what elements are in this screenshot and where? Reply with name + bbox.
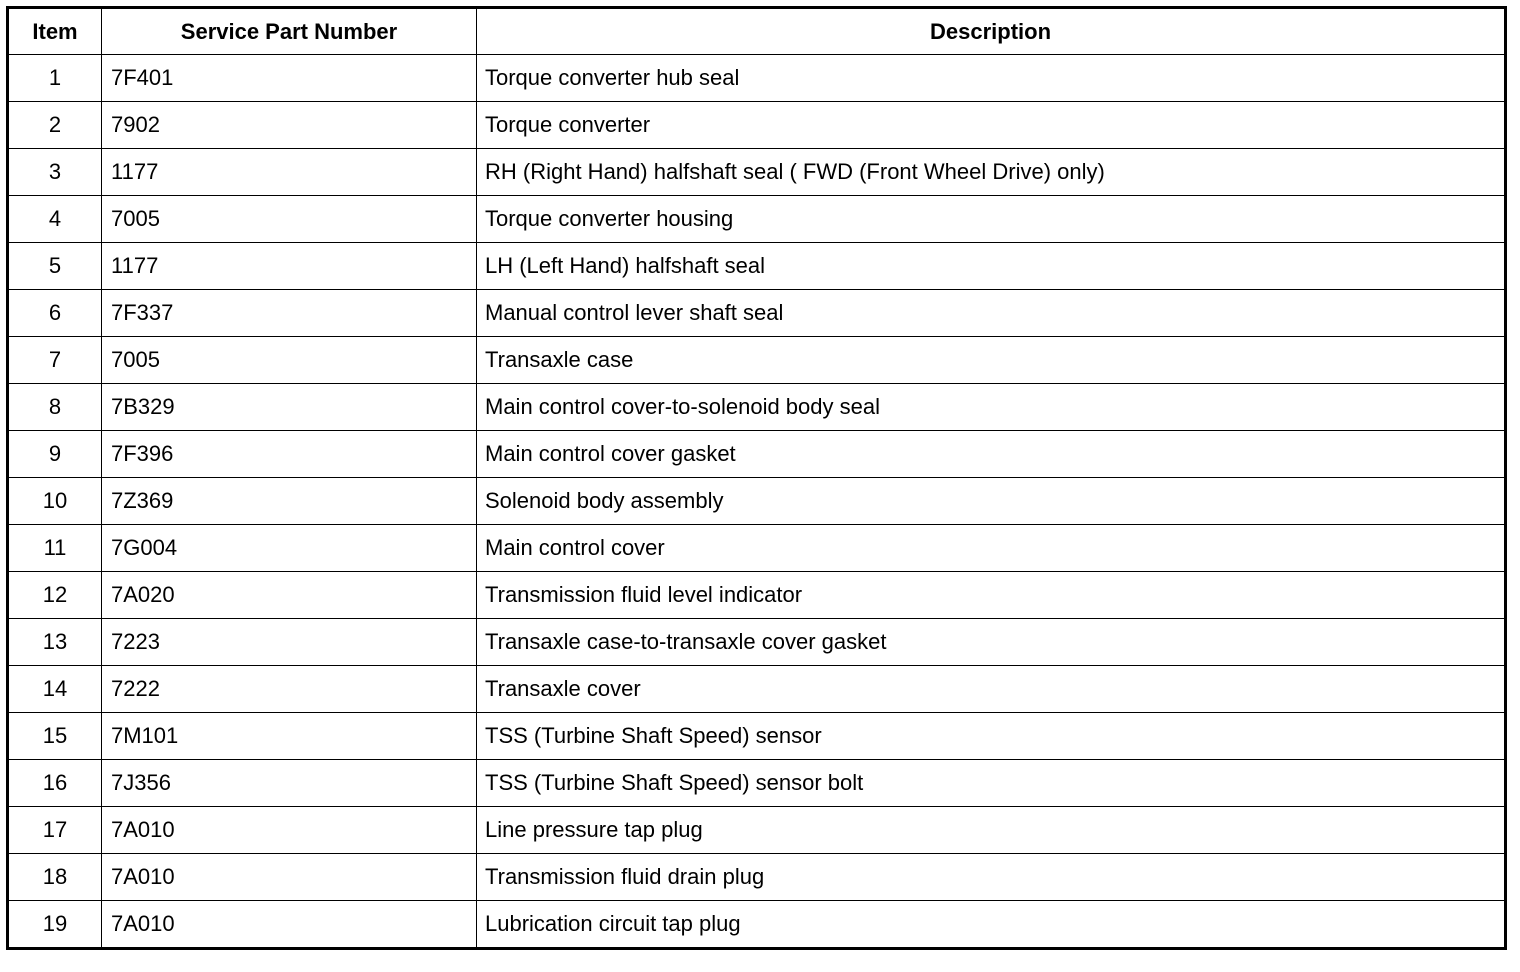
table-row (8, 290, 1506, 337)
description-cell: Torque converter housing (477, 196, 1506, 243)
service-part-number-cell: 7Z369 (102, 478, 477, 525)
item-number-cell: 4 (8, 196, 102, 243)
item-number-cell: 3 (8, 149, 102, 196)
description-cell: Torque converter hub seal (477, 55, 1506, 102)
table-header-row (8, 8, 1506, 55)
table-row (8, 478, 1506, 525)
description-cell: RH (Right Hand) halfshaft seal ( FWD (Front Wheel Drive) only) (477, 149, 1506, 196)
service-part-number-cell: 1177 (102, 243, 477, 290)
description-cell: Transmission fluid level indicator (477, 572, 1506, 619)
table-row (8, 619, 1506, 666)
description-cell: Transaxle case-to-transaxle cover gasket (477, 619, 1506, 666)
item-number-cell: 13 (8, 619, 102, 666)
item-number-cell: 2 (8, 102, 102, 149)
service-part-number-cell: 1177 (102, 149, 477, 196)
description-cell: TSS (Turbine Shaft Speed) sensor bolt (477, 760, 1506, 807)
table-row (8, 196, 1506, 243)
service-part-number-cell: 7005 (102, 196, 477, 243)
table-row (8, 854, 1506, 901)
table-row (8, 666, 1506, 713)
table-row (8, 337, 1506, 384)
service-part-number-cell: 7A010 (102, 807, 477, 854)
item-number-cell: 11 (8, 525, 102, 572)
item-number-cell: 18 (8, 854, 102, 901)
item-number-cell: 10 (8, 478, 102, 525)
description-cell: LH (Left Hand) halfshaft seal (477, 243, 1506, 290)
service-part-number-cell: 7F396 (102, 431, 477, 478)
table-row (8, 572, 1506, 619)
item-number-cell: 16 (8, 760, 102, 807)
service-part-number-cell: 7222 (102, 666, 477, 713)
item-number-cell: 6 (8, 290, 102, 337)
item-number-cell: 15 (8, 713, 102, 760)
item-number-cell: 17 (8, 807, 102, 854)
description-cell: Line pressure tap plug (477, 807, 1506, 854)
description-cell: Manual control lever shaft seal (477, 290, 1506, 337)
table-row (8, 760, 1506, 807)
service-part-number-cell: 7F401 (102, 55, 477, 102)
table-row (8, 102, 1506, 149)
description-cell: Transaxle case (477, 337, 1506, 384)
service-part-number-cell: 7A010 (102, 854, 477, 901)
item-number-cell: 8 (8, 384, 102, 431)
table-row (8, 525, 1506, 572)
table-row (8, 384, 1506, 431)
service-part-number-cell: 7M101 (102, 713, 477, 760)
description-cell: Torque converter (477, 102, 1506, 149)
description-cell: TSS (Turbine Shaft Speed) sensor (477, 713, 1506, 760)
item-number-cell: 9 (8, 431, 102, 478)
item-number-cell: 5 (8, 243, 102, 290)
description-cell: Transmission fluid drain plug (477, 854, 1506, 901)
table-row (8, 713, 1506, 760)
service-part-number-cell: 7J356 (102, 760, 477, 807)
item-number-cell: 7 (8, 337, 102, 384)
description-cell: Main control cover (477, 525, 1506, 572)
header-description: Description (477, 8, 1506, 55)
table-row (8, 149, 1506, 196)
service-part-number-cell: 7F337 (102, 290, 477, 337)
item-number-cell: 12 (8, 572, 102, 619)
parts-table (6, 6, 1507, 950)
description-cell: Transaxle cover (477, 666, 1506, 713)
item-number-cell: 19 (8, 901, 102, 949)
service-part-number-cell: 7A020 (102, 572, 477, 619)
description-cell: Main control cover-to-solenoid body seal (477, 384, 1506, 431)
table-body (8, 55, 1506, 949)
item-number-cell: 1 (8, 55, 102, 102)
service-part-number-cell: 7A010 (102, 901, 477, 949)
header-service-part-number: Service Part Number (102, 8, 477, 55)
service-part-number-cell: 7005 (102, 337, 477, 384)
table-row (8, 55, 1506, 102)
table-row (8, 243, 1506, 290)
service-part-number-cell: 7G004 (102, 525, 477, 572)
item-number-cell: 14 (8, 666, 102, 713)
service-part-number-cell: 7223 (102, 619, 477, 666)
header-item: Item (8, 8, 102, 55)
service-part-number-cell: 7B329 (102, 384, 477, 431)
service-part-number-cell: 7902 (102, 102, 477, 149)
table-row (8, 431, 1506, 478)
description-cell: Solenoid body assembly (477, 478, 1506, 525)
table-row (8, 807, 1506, 854)
description-cell: Lubrication circuit tap plug (477, 901, 1506, 949)
description-cell: Main control cover gasket (477, 431, 1506, 478)
table-row (8, 901, 1506, 949)
